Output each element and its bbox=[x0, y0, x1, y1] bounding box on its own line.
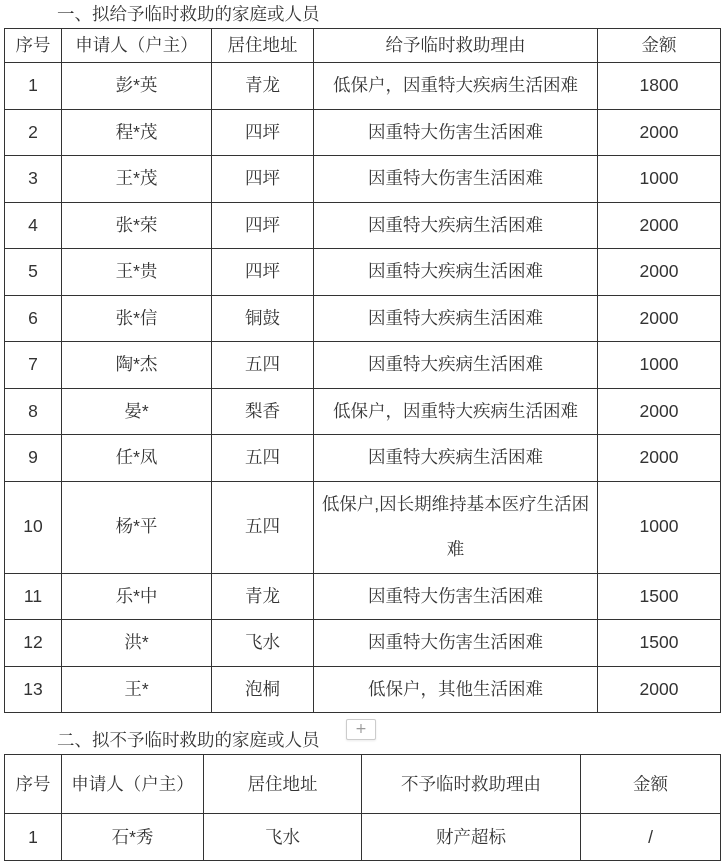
table-row bbox=[5, 295, 721, 342]
table-row bbox=[5, 388, 721, 435]
cell-amount: 2000 bbox=[598, 388, 721, 435]
cell-no: 12 bbox=[5, 620, 62, 667]
cell-amount: 2000 bbox=[598, 435, 721, 482]
cell-reason: 低保户，因重特大疾病生活困难 bbox=[314, 388, 598, 435]
cell-amount: 1800 bbox=[598, 63, 721, 110]
table-row bbox=[5, 666, 721, 713]
table-row bbox=[5, 156, 721, 203]
cell-reason: 低保户，其他生活困难 bbox=[314, 666, 598, 713]
cell-address: 飞水 bbox=[204, 814, 362, 861]
section-title-denied: 二、拟不予临时救助的家庭或人员 bbox=[57, 730, 320, 750]
cell-no: 10 bbox=[5, 481, 62, 573]
section-title-granted: 一、拟给予临时救助的家庭或人员 bbox=[57, 4, 320, 24]
cell-no: 8 bbox=[5, 388, 62, 435]
cell-no: 1 bbox=[5, 814, 62, 861]
cell-applicant: 乐*中 bbox=[62, 573, 212, 620]
cell-no: 2 bbox=[5, 109, 62, 156]
cell-applicant: 王*茂 bbox=[62, 156, 212, 203]
table-row bbox=[5, 814, 721, 861]
cell-applicant: 晏* bbox=[62, 388, 212, 435]
cell-amount: 2000 bbox=[598, 202, 721, 249]
cell-address: 铜鼓 bbox=[212, 295, 314, 342]
cell-reason: 因重特大伤害生活困难 bbox=[314, 573, 598, 620]
cell-amount: 2000 bbox=[598, 109, 721, 156]
column-header-address: 居住地址 bbox=[204, 755, 362, 814]
cell-address: 四坪 bbox=[212, 156, 314, 203]
cell-amount: 1000 bbox=[598, 156, 721, 203]
cell-address: 泡桐 bbox=[212, 666, 314, 713]
cell-no: 6 bbox=[5, 295, 62, 342]
cell-amount: / bbox=[581, 814, 721, 861]
cell-applicant: 陶*杰 bbox=[62, 342, 212, 389]
cell-amount: 1000 bbox=[598, 481, 721, 573]
cell-no: 1 bbox=[5, 63, 62, 110]
cell-amount: 2000 bbox=[598, 295, 721, 342]
insert-button[interactable] bbox=[346, 719, 376, 740]
cell-reason: 因重特大疾病生活困难 bbox=[314, 249, 598, 296]
cell-reason: 因重特大伤害生活困难 bbox=[314, 620, 598, 667]
cell-applicant: 任*凤 bbox=[62, 435, 212, 482]
plus-icon: + bbox=[355, 721, 367, 737]
cell-reason: 低保户,因长期维持基本医疗生活困难 bbox=[314, 481, 598, 573]
cell-address: 四坪 bbox=[212, 109, 314, 156]
cell-applicant: 洪* bbox=[62, 620, 212, 667]
cell-address: 五四 bbox=[212, 435, 314, 482]
cell-no: 4 bbox=[5, 202, 62, 249]
cell-no: 13 bbox=[5, 666, 62, 713]
cell-applicant: 程*茂 bbox=[62, 109, 212, 156]
column-header-applicant: 申请人（户主） bbox=[62, 29, 212, 63]
table-row bbox=[5, 573, 721, 620]
table-row bbox=[5, 63, 721, 110]
relief-denied-table bbox=[4, 754, 721, 861]
cell-address: 青龙 bbox=[212, 63, 314, 110]
table-row bbox=[5, 342, 721, 389]
cell-amount: 1500 bbox=[598, 573, 721, 620]
cell-address: 梨香 bbox=[212, 388, 314, 435]
cell-applicant: 杨*平 bbox=[62, 481, 212, 573]
cell-applicant: 张*荣 bbox=[62, 202, 212, 249]
cell-no: 7 bbox=[5, 342, 62, 389]
cell-amount: 2000 bbox=[598, 249, 721, 296]
cell-reason: 因重特大疾病生活困难 bbox=[314, 435, 598, 482]
cell-applicant: 石*秀 bbox=[62, 814, 204, 861]
column-header-applicant: 申请人（户主） bbox=[62, 755, 204, 814]
cell-address: 五四 bbox=[212, 342, 314, 389]
table-row bbox=[5, 202, 721, 249]
relief-granted-table bbox=[4, 28, 721, 713]
cell-address: 青龙 bbox=[212, 573, 314, 620]
cell-address: 五四 bbox=[212, 481, 314, 573]
cell-address: 飞水 bbox=[212, 620, 314, 667]
cell-reason: 财产超标 bbox=[362, 814, 581, 861]
cell-applicant: 王*贵 bbox=[62, 249, 212, 296]
cell-applicant: 王* bbox=[62, 666, 212, 713]
column-header-amount: 金额 bbox=[581, 755, 721, 814]
cell-no: 5 bbox=[5, 249, 62, 296]
column-header-reason: 给予临时救助理由 bbox=[314, 29, 598, 63]
cell-reason: 因重特大疾病生活困难 bbox=[314, 342, 598, 389]
cell-applicant: 彭*英 bbox=[62, 63, 212, 110]
table-row bbox=[5, 249, 721, 296]
table-row bbox=[5, 109, 721, 156]
cell-amount: 1000 bbox=[598, 342, 721, 389]
column-header-no: 序号 bbox=[5, 755, 62, 814]
column-header-no: 序号 bbox=[5, 29, 62, 63]
cell-applicant: 张*信 bbox=[62, 295, 212, 342]
cell-reason: 因重特大伤害生活困难 bbox=[314, 156, 598, 203]
cell-address: 四坪 bbox=[212, 202, 314, 249]
cell-amount: 2000 bbox=[598, 666, 721, 713]
cell-no: 11 bbox=[5, 573, 62, 620]
cell-reason: 低保户，因重特大疾病生活困难 bbox=[314, 63, 598, 110]
table-header-row bbox=[5, 29, 721, 63]
table-header-row bbox=[5, 755, 721, 814]
cell-reason: 因重特大疾病生活困难 bbox=[314, 202, 598, 249]
cell-reason: 因重特大伤害生活困难 bbox=[314, 109, 598, 156]
cell-no: 9 bbox=[5, 435, 62, 482]
cell-address: 四坪 bbox=[212, 249, 314, 296]
table-row bbox=[5, 435, 721, 482]
table-row bbox=[5, 481, 721, 573]
column-header-address: 居住地址 bbox=[212, 29, 314, 63]
cell-reason: 因重特大疾病生活困难 bbox=[314, 295, 598, 342]
cell-amount: 1500 bbox=[598, 620, 721, 667]
column-header-reason: 不予临时救助理由 bbox=[362, 755, 581, 814]
cell-no: 3 bbox=[5, 156, 62, 203]
column-header-amount: 金额 bbox=[598, 29, 721, 63]
table-row bbox=[5, 620, 721, 667]
